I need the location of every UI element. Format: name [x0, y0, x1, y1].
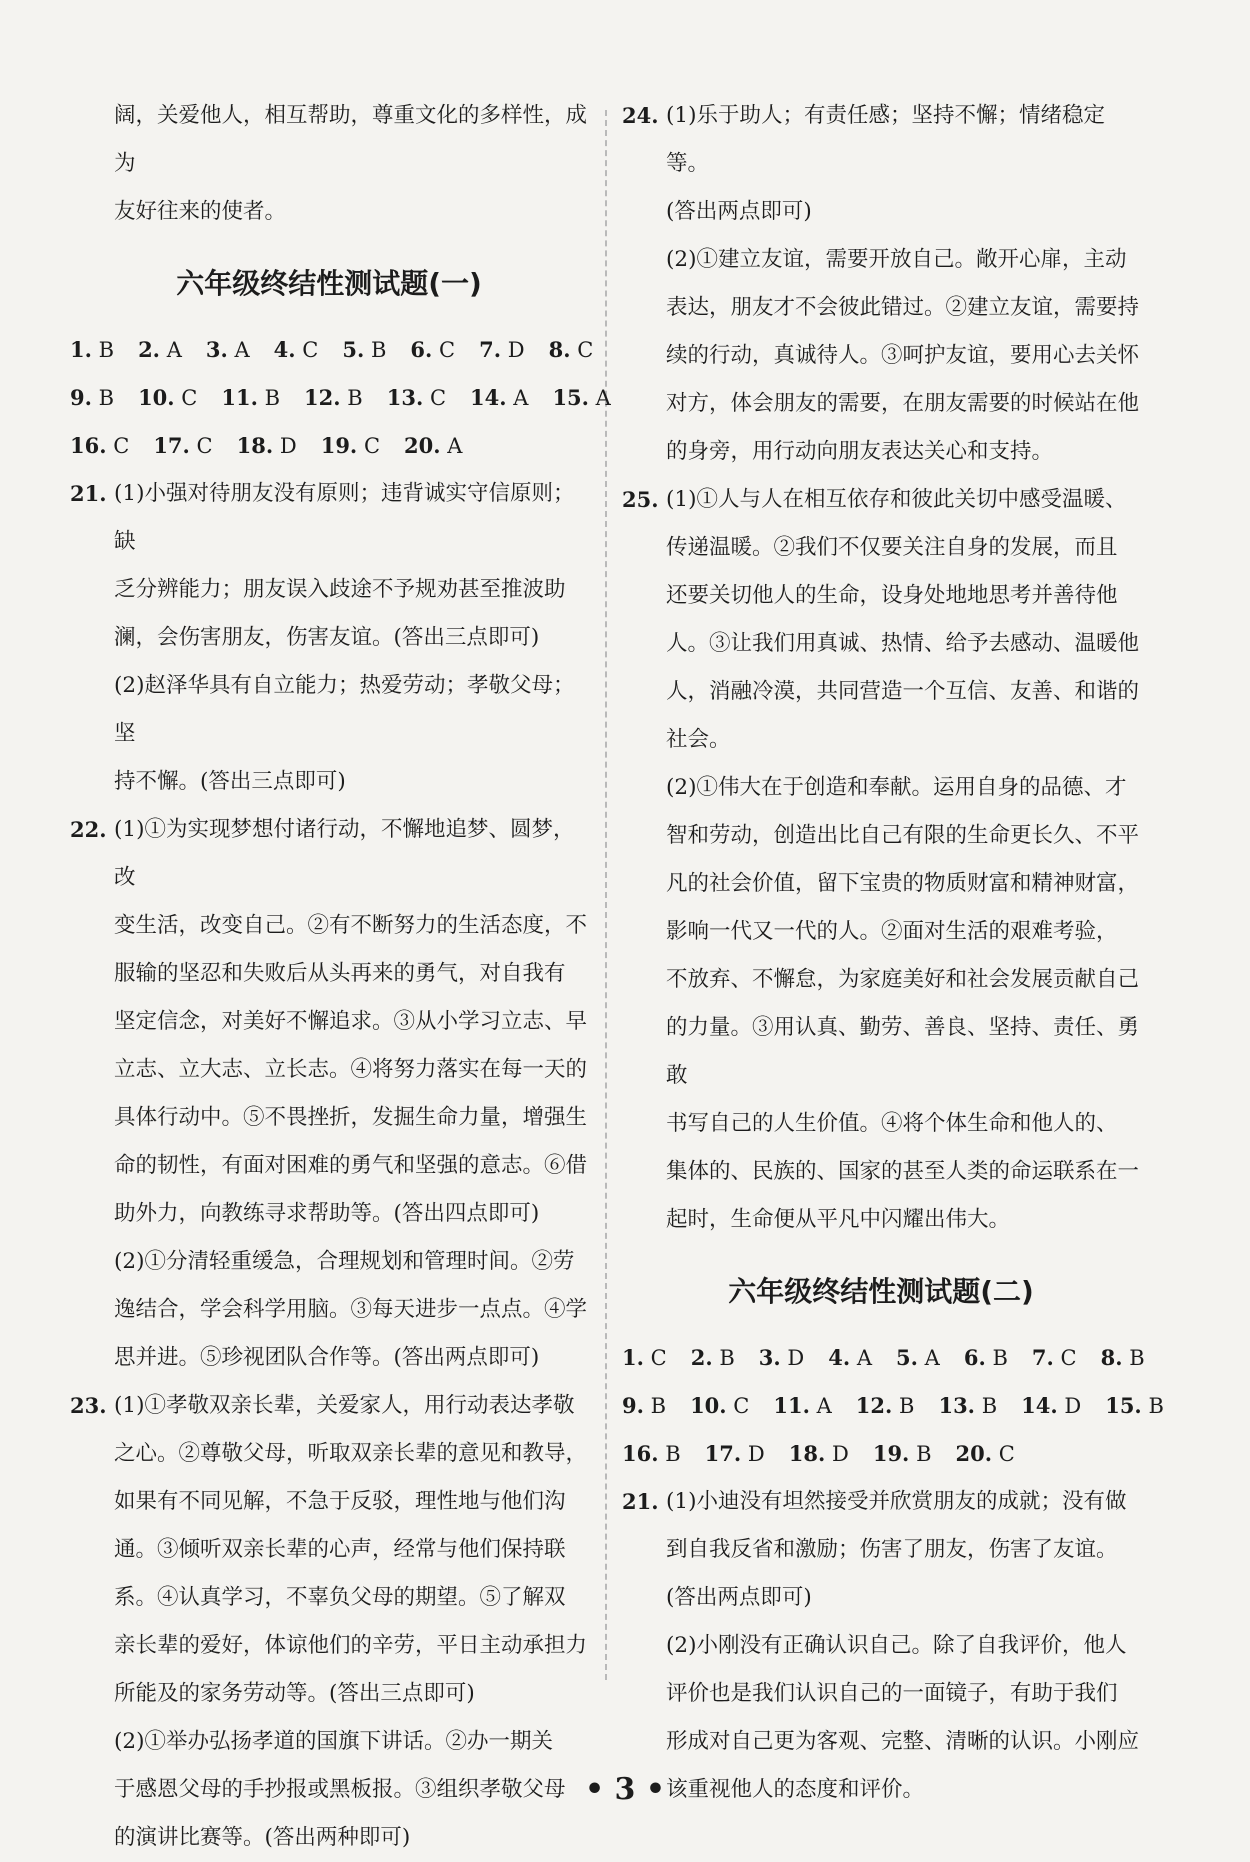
- choice-answer: 1. C: [622, 1345, 667, 1370]
- choice-row: [70, 326, 594, 374]
- text-line: 系。④认真学习，不辜负父母的期望。⑤了解双: [114, 1585, 566, 1610]
- choice-row: [622, 1334, 1145, 1382]
- text-line: 续的行动，真诚待人。③呵护友谊，要用心去关怀: [666, 343, 1140, 368]
- choice-answer: 1. B: [70, 337, 115, 362]
- text-line: 逸结合，学会科学用脑。③每天进步一点点。④学: [114, 1297, 588, 1322]
- choice-answer: 10. C: [138, 385, 198, 410]
- choice-answer: 20. C: [955, 1441, 1015, 1466]
- text-line: 到自我反省和激励；伤害了朋友，伤害了友谊。: [666, 1537, 1118, 1562]
- choice-answer: 2. B: [690, 1345, 735, 1370]
- choice-answer: 10. C: [690, 1393, 750, 1418]
- text-line: 起时，生命便从平凡中闪耀出伟大。: [666, 1207, 1011, 1232]
- question-number: 22.: [70, 817, 107, 842]
- text-line: (答出两点即可): [666, 199, 812, 224]
- text-line: 形成对自己更为客观、完整、清晰的认识。小刚应: [666, 1729, 1140, 1754]
- choice-answer: 11. B: [221, 385, 281, 410]
- question-number: 21.: [622, 1489, 659, 1514]
- intro-paragraph: [70, 92, 588, 236]
- choice-answer: 4. C: [273, 337, 319, 362]
- text-line: 之心。②尊敬父母，听取双亲长辈的意见和教导，: [114, 1441, 588, 1466]
- choice-answer: 12. B: [304, 385, 363, 410]
- test1-title: 六年级终结性测试题(一): [176, 267, 482, 300]
- choice-answer: 7. C: [1031, 1345, 1077, 1370]
- choice-answer: 13. B: [938, 1393, 998, 1418]
- choice-answer: 6. B: [963, 1345, 1008, 1370]
- choice-answer: 15. B: [1105, 1393, 1164, 1418]
- answer-25: [622, 476, 1140, 1244]
- choice-answer: 3. A: [205, 337, 250, 362]
- text-line: 阔，关爱他人，相互帮助，尊重文化的多样性，成为: [114, 103, 588, 176]
- text-line: 社会。: [666, 727, 731, 752]
- choice-answer: 9. B: [622, 1393, 667, 1418]
- question-number: 23.: [70, 1393, 107, 1418]
- text-line: 影响一代又一代的人。②面对生活的艰难考验，: [666, 919, 1118, 944]
- text-line: 的身旁，用行动向朋友表达关心和支持。: [666, 439, 1054, 464]
- choice-answer: 13. C: [386, 385, 447, 410]
- choice-answer: 4. A: [828, 1345, 873, 1370]
- text-line: (1)①孝敬双亲长辈，关爱家人，用行动表达孝敬: [114, 1393, 575, 1418]
- choice-row: [70, 374, 611, 422]
- column-divider: [605, 110, 607, 1680]
- text-line: 坚定信念，对美好不懈追求。③从小学习立志、早: [114, 1009, 588, 1034]
- test2-choice-answers: [622, 1334, 1164, 1478]
- choice-answer: 6. C: [410, 337, 456, 362]
- text-line: 如果有不同见解，不急于反驳，理性地与他们沟: [114, 1489, 566, 1514]
- choice-answer: 15. A: [552, 385, 611, 410]
- left-column: [70, 92, 611, 1862]
- text-line: (2)赵泽华具有自立能力；热爱劳动；孝敬父母；坚: [114, 673, 575, 746]
- question-number: 24.: [622, 103, 659, 128]
- choice-answer: 7. D: [479, 337, 525, 362]
- text-line: (答出两点即可): [666, 1585, 812, 1610]
- text-line: (2)①伟大在于创造和奉献。运用自身的品德、才: [666, 775, 1127, 800]
- question-number: 25.: [622, 487, 659, 512]
- choice-answer: 3. D: [758, 1345, 805, 1370]
- choice-row: [70, 422, 588, 470]
- answer-21-test2: [622, 1478, 1140, 1814]
- question-number: 21.: [70, 481, 107, 506]
- text-line: (1)①人与人在相互依存和彼此关切中感受温暖、: [666, 487, 1127, 512]
- text-line: 传递温暖。②我们不仅要关注自身的发展，而且: [666, 535, 1118, 560]
- test1-choice-answers: [70, 326, 611, 470]
- text-line: (2)①分清轻重缓急，合理规划和管理时间。②劳: [114, 1249, 575, 1274]
- text-line: 具体行动中。⑤不畏挫折，发掘生命力量，增强生: [114, 1105, 588, 1130]
- text-line: 服输的坚忍和失败后从头再来的勇气，对自我有: [114, 961, 566, 986]
- test2-title: 六年级终结性测试题(二): [728, 1275, 1034, 1308]
- choice-row: [622, 1430, 1140, 1478]
- answer-24: [622, 92, 1140, 476]
- text-line: 该重视他人的态度和评价。: [666, 1777, 925, 1802]
- choice-answer: 17. D: [704, 1441, 765, 1466]
- text-line: (2)小刚没有正确认识自己。除了自我评价，他人: [666, 1633, 1127, 1658]
- text-line: 通。③倾听双亲长辈的心声，经常与他们保持联: [114, 1537, 566, 1562]
- choice-answer: 16. B: [622, 1441, 681, 1466]
- choice-answer: 17. C: [153, 433, 213, 458]
- choice-answer: 18. D: [788, 1441, 849, 1466]
- text-line: 变生活，改变自己。②有不断努力的生活态度，不: [114, 913, 588, 938]
- text-line: 人，消融冷漠，共同营造一个互信、友善、和谐的: [666, 679, 1140, 704]
- text-line: 还要关切他人的生命，设身处地地思考并善待他: [666, 583, 1118, 608]
- text-line: 思并进。⑤珍视团队合作等。(答出两点即可): [114, 1345, 540, 1370]
- text-line: 不放弃、不懈怠，为家庭美好和社会发展贡献自己: [666, 967, 1140, 992]
- choice-answer: 5. B: [342, 337, 387, 362]
- text-line: 乏分辨能力；朋友误入歧途不予规劝甚至推波助: [114, 577, 566, 602]
- page-number: • 3 •: [584, 1772, 666, 1807]
- text-line: (1)①为实现梦想付诸行动，不懈地追梦、圆梦，改: [114, 817, 575, 890]
- text-line: 命的韧性，有面对困难的勇气和坚强的意志。⑥借: [114, 1153, 588, 1178]
- choice-answer: 8. C: [548, 337, 594, 362]
- text-line: (1)乐于助人；有责任感；坚持不懈；情绪稳定等。: [666, 103, 1105, 176]
- text-line: 于感恩父母的手抄报或黑板报。③组织孝敬父母: [114, 1777, 566, 1802]
- choice-answer: 8. B: [1100, 1345, 1145, 1370]
- text-line: 表达，朋友才不会彼此错过。②建立友谊，需要持: [666, 295, 1140, 320]
- choice-answer: 14. A: [470, 385, 529, 410]
- text-line: 立志、立大志、立长志。④将努力落实在每一天的: [114, 1057, 588, 1082]
- right-column: [622, 92, 1164, 1814]
- text-line: (1)小迪没有坦然接受并欣赏朋友的成就；没有做: [666, 1489, 1127, 1514]
- text-line: 助外力，向教练寻求帮助等。(答出四点即可): [114, 1201, 540, 1226]
- text-line: 凡的社会价值，留下宝贵的物质财富和精神财富，: [666, 871, 1140, 896]
- choice-answer: 11. A: [773, 1393, 832, 1418]
- text-line: 所能及的家务劳动等。(答出三点即可): [114, 1681, 475, 1706]
- text-line: (2)①建立友谊，需要开放自己。敞开心扉，主动: [666, 247, 1127, 272]
- choice-answer: 19. C: [320, 433, 381, 458]
- text-line: 亲长辈的爱好，体谅他们的辛劳，平日主动承担力: [114, 1633, 588, 1658]
- choice-answer: 19. B: [872, 1441, 932, 1466]
- choice-answer: 16. C: [70, 433, 130, 458]
- choice-answer: 20. A: [404, 433, 463, 458]
- choice-answer: 14. D: [1021, 1393, 1082, 1418]
- text-line: 智和劳动，创造出比自己有限的生命更长久、不平: [666, 823, 1140, 848]
- text-line: 评价也是我们认识自己的一面镜子，有助于我们: [666, 1681, 1118, 1706]
- choice-row: [622, 1382, 1164, 1430]
- text-line: (2)①举办弘扬孝道的国旗下讲话。②办一期关: [114, 1729, 553, 1754]
- text-line: 友好往来的使者。: [114, 199, 287, 224]
- answer-22: [70, 806, 588, 1382]
- text-line: 人。③让我们用真诚、热情、给予去感动、温暖他: [666, 631, 1140, 656]
- text-line: 集体的、民族的、国家的甚至人类的命运联系在一: [666, 1159, 1140, 1184]
- text-line: 澜，会伤害朋友，伤害友谊。(答出三点即可): [114, 625, 540, 650]
- text-line: 持不懈。(答出三点即可): [114, 769, 346, 794]
- choice-answer: 18. D: [236, 433, 297, 458]
- text-line: 对方，体会朋友的需要，在朋友需要的时候站在他: [666, 391, 1140, 416]
- choice-answer: 5. A: [896, 1345, 940, 1370]
- answer-21: [70, 470, 588, 806]
- text-line: (1)小强对待朋友没有原则；违背诚实守信原则；缺: [114, 481, 575, 554]
- text-line: 书写自己的人生价值。④将个体生命和他人的、: [666, 1111, 1118, 1136]
- text-line: 的力量。③用认真、勤劳、善良、坚持、责任、勇敢: [666, 1015, 1140, 1088]
- text-line: 的演讲比赛等。(答出两种即可): [114, 1825, 411, 1850]
- choice-answer: 2. A: [138, 337, 182, 362]
- choice-answer: 12. B: [855, 1393, 915, 1418]
- choice-answer: 9. B: [70, 385, 115, 410]
